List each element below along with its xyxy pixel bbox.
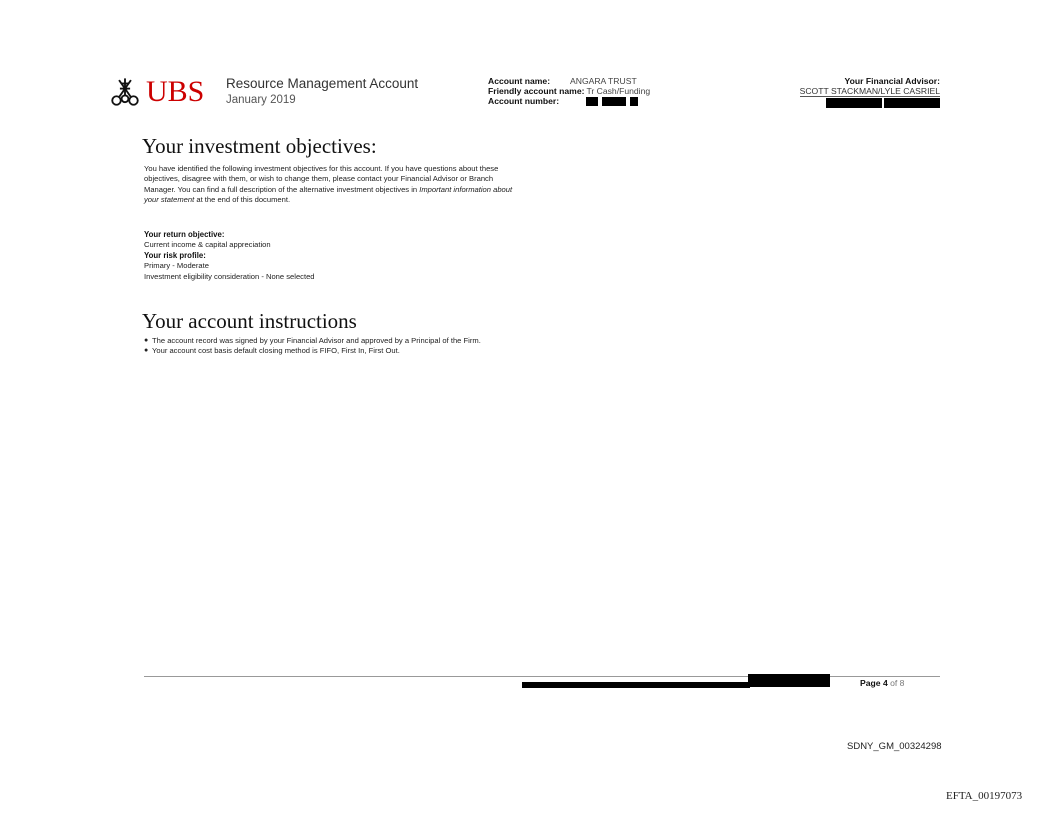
financial-advisor-info <box>770 76 940 110</box>
efta-number: EFTA_00197073 <box>946 790 1023 802</box>
account-name-label: Account name: <box>488 76 551 86</box>
redaction-block <box>884 98 940 108</box>
advisor-names: SCOTT STACKMAN/LYLE CASRIEL <box>799 86 940 96</box>
objectives-heading: Your investment objectives: <box>142 134 377 158</box>
advisor-label: Your Financial Advisor: <box>844 76 940 86</box>
account-number-label: Account number: <box>488 96 560 106</box>
objectives-intro <box>144 164 514 206</box>
list-item: ● Your account cost basis default closing method is FIFO, First In, First Out. <box>144 345 400 355</box>
account-name-value: ANGARA TRUST <box>570 76 637 86</box>
instruction-text: Your account cost basis default closing method is FIFO, First In, First Out. <box>152 345 400 355</box>
instructions-heading: Your account instructions <box>142 309 357 333</box>
redaction-block <box>522 682 750 688</box>
page-number <box>860 678 904 688</box>
bates-number: SDNY_GM_00324298 <box>847 741 942 752</box>
risk-profile-label: Your risk profile: <box>144 250 206 260</box>
instruction-text: The account record was signed by your Financial Advisor and approved by a Principal of the Firm. <box>152 336 481 345</box>
product-name: Resource Management Account <box>226 76 419 91</box>
friendly-name-value: Tr Cash/Funding <box>586 86 651 96</box>
objectives-details <box>144 230 514 282</box>
redaction-block <box>748 674 830 687</box>
ubs-keys-icon <box>108 75 142 109</box>
instructions-list <box>144 336 524 355</box>
risk-profile-primary: Primary - Moderate <box>144 261 209 271</box>
redaction-block <box>630 97 638 106</box>
page-of: of <box>890 678 898 688</box>
intro-end: at the end of this document. <box>194 195 291 205</box>
redaction-block <box>602 97 626 106</box>
redaction-block <box>826 98 882 108</box>
ubs-logo <box>108 70 218 114</box>
statement-period: January 2019 <box>226 94 296 106</box>
friendly-name-label: Friendly account name: <box>488 86 585 96</box>
return-objective-value: Current income & capital appreciation <box>144 240 271 250</box>
return-objective-label: Your return objective: <box>144 230 225 239</box>
intro-text: You have identified the following investment objectives for this account. If you have questions about these objectives, disagree with them, or wish to change them, please contact your Financial Advisor or Branch Manager. You can find a full description of the alternative investment objectives in <box>144 164 499 194</box>
list-item: ● The account record was signed by your Financial Advisor and approved by a Principal of the Firm. <box>144 336 481 345</box>
redaction-block <box>586 97 598 106</box>
page-label: Page <box>860 678 881 688</box>
ubs-wordmark: UBS <box>146 75 205 108</box>
account-info <box>488 76 650 106</box>
eligibility-consideration: Investment eligibility consideration - None selected <box>144 271 315 281</box>
page-total: 8 <box>899 678 905 688</box>
page-current: 4 <box>882 678 888 688</box>
intro-italic: Important information about your statement <box>144 184 513 205</box>
